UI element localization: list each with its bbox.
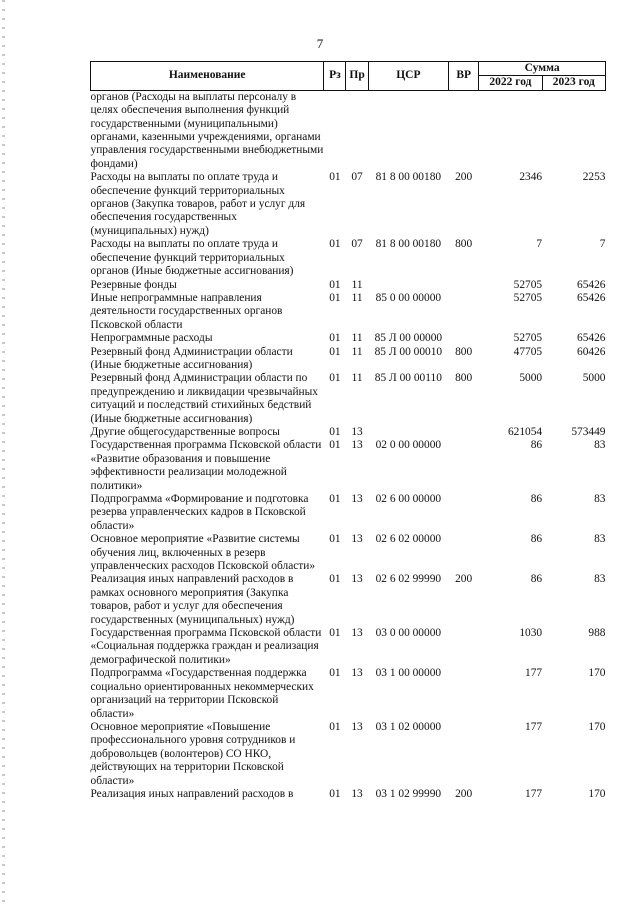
row-vr: 800 [455, 345, 473, 358]
row-amount-2023: 83 [594, 439, 606, 452]
row-amount-2023: 170 [588, 720, 606, 733]
row-amount-2023: 83 [594, 493, 606, 505]
row-name: Подпрограмма «Государственная поддержка социально ориентированных некоммерческих организаций на территории Псковской области» [90, 667, 314, 720]
table-row [91, 90, 606, 171]
header-csr: ЦСР [368, 62, 448, 91]
row-amount-2022: 7 [536, 238, 543, 251]
row-amount-2023: 65426 [577, 278, 606, 291]
row-csr: 85 0 00 00000 [375, 291, 442, 304]
row-amount-2022: 621054 [507, 425, 543, 438]
row-amount-2023: 170 [588, 667, 606, 680]
row-pr: 13 [351, 573, 363, 586]
row-name: Расходы на выплаты по оплате труда и обеспечение функций территориальных органов (Закупка товаров, работ и услуг для обеспечения государственных (муниципальных) нужд) [90, 171, 306, 237]
row-csr: 81 8 00 00180 [375, 171, 442, 184]
row-vr [449, 667, 479, 721]
row-rz: 01 [329, 533, 341, 546]
table-row [91, 788, 606, 801]
row-amount-2023: 988 [588, 627, 606, 640]
header-sum: Сумма [479, 62, 606, 76]
row-rz: 01 [329, 345, 341, 358]
row-vr [449, 627, 479, 667]
row-pr: 13 [351, 667, 363, 680]
row-amount-2023: 83 [594, 533, 606, 546]
row-amount-2023: 65426 [577, 291, 606, 304]
row-rz: 01 [329, 291, 341, 304]
row-name: Иные непрограммные направления деятельности государственных органов Псковской области [90, 291, 283, 331]
row-rz: 01 [329, 787, 341, 800]
row-name: Резервный фонд Администрации области по предупреждению и ликвидации чрезвычайных ситуаций и последствий стихийных бедствий (Иные бюджетные ассигнования) [90, 372, 318, 425]
row-pr: 13 [351, 425, 363, 438]
row-vr [449, 292, 479, 332]
row-amount-2022: 52705 [513, 278, 543, 291]
row-amount-2023: 5000 [582, 372, 606, 385]
table-row [91, 721, 606, 788]
table-row [91, 627, 606, 667]
row-name: Государственная программа Псковской области «Развитие образования и повышение эффективности реализации молодежной политики» [90, 439, 322, 492]
header-year-2022: 2022 год [479, 76, 542, 90]
table-header [91, 62, 606, 91]
row-vr [449, 439, 479, 493]
row-pr: 11 [351, 291, 363, 304]
row-amount-2022: 177 [525, 787, 543, 800]
row-rz: 01 [329, 372, 341, 385]
row-pr: 13 [351, 493, 363, 505]
row-amount-2022: 1030 [519, 627, 543, 640]
table-row [91, 533, 606, 573]
row-pr: 11 [351, 278, 363, 291]
row-vr: 200 [455, 573, 473, 586]
row-name: Подпрограмма «Формирование и подготовка резерва управленческих кадров в Псковской области» [90, 493, 309, 532]
header-pr: Пр [346, 62, 368, 91]
row-rz: 01 [329, 439, 341, 452]
row-pr: 11 [351, 345, 363, 358]
header-vr: ВР [449, 62, 479, 91]
row-rz: 01 [329, 627, 341, 640]
row-pr: 13 [351, 533, 363, 546]
row-amount-2022: 177 [525, 720, 543, 733]
row-csr: 03 1 02 00000 [375, 720, 442, 733]
table-row [91, 238, 606, 278]
row-amount-2022: 2346 [519, 171, 543, 184]
row-amount-2022: 86 [530, 439, 543, 452]
header-rz: Рз [324, 62, 346, 91]
row-vr [449, 279, 479, 292]
row-vr [449, 533, 479, 573]
page-number: 7 [316, 36, 324, 51]
row-csr [368, 426, 448, 439]
row-name: Реализация иных направлений расходов в рамках основного мероприятия (Закупка товаров, работ и услуг для обеспечения государственных (муниципальных) нужд) [90, 573, 295, 626]
table-row [91, 346, 606, 373]
row-name: Основное мероприятие «Повышение профессионального уровня сотрудников и добровольцев (волонтеров) СО НКО, действующих на территории Псковской области» [90, 720, 296, 787]
row-amount-2023: 60426 [577, 345, 606, 358]
budget-table [90, 61, 606, 801]
row-csr: 02 6 02 00000 [375, 533, 442, 546]
row-amount-2023: 83 [594, 573, 606, 586]
row-amount-2022: 47705 [513, 345, 543, 358]
row-vr: 200 [455, 787, 473, 800]
row-amount-2022: 177 [525, 667, 543, 680]
row-name: органов (Расходы на выплаты персоналу в целях обеспечения выполнения функций государственными (муниципальными) органами, казенными учреждениями, органами управления государственными внебюджетными фондами) [90, 90, 324, 170]
row-rz: 01 [329, 171, 341, 184]
table-row [91, 573, 606, 627]
row-pr: 11 [351, 332, 363, 345]
table-body [91, 90, 606, 801]
row-rz [324, 90, 346, 171]
row-csr [368, 90, 448, 171]
row-csr: 03 1 02 99990 [375, 787, 442, 800]
row-pr: 13 [351, 627, 363, 640]
row-pr: 13 [351, 720, 363, 733]
row-vr [449, 332, 479, 345]
row-pr: 11 [351, 372, 363, 385]
header-name: Наименование [91, 62, 324, 91]
table-row [91, 171, 606, 238]
row-name: Другие общегосударственные вопросы [90, 425, 280, 438]
row-amount-2023: 573449 [571, 425, 606, 438]
row-name: Резервный фонд Администрации области (Иные бюджетные ассигнования) [90, 345, 293, 371]
row-vr: 200 [455, 171, 473, 184]
row-amount-2023: 7 [599, 238, 606, 251]
row-amount-2022: 86 [530, 573, 543, 586]
table-row [91, 493, 606, 533]
row-name: Основное мероприятие «Развитие системы обучения лиц, включенных в резерв управленческих расходов Псковской области» [90, 533, 316, 573]
row-rz: 01 [329, 238, 341, 251]
row-name: Расходы на выплаты по оплате труда и обеспечение функций территориальных органов (Иные бюджетные ассигнования) [90, 238, 294, 278]
row-name: Резервные фонды [90, 278, 177, 291]
row-amount-2022: 52705 [513, 291, 543, 304]
row-amount-2023 [542, 90, 605, 171]
row-vr [449, 493, 479, 533]
row-csr: 03 0 00 00000 [375, 627, 442, 640]
row-vr [449, 721, 479, 788]
row-pr [346, 90, 368, 171]
row-vr: 800 [455, 238, 473, 251]
row-csr: 85 Л 00 00000 [374, 332, 443, 345]
row-amount-2022: 86 [530, 533, 543, 546]
row-vr [449, 90, 479, 171]
row-amount-2023: 65426 [577, 332, 606, 345]
row-rz: 01 [329, 667, 341, 680]
row-rz: 01 [329, 425, 341, 438]
row-vr [449, 426, 479, 439]
row-csr: 85 Л 00 00110 [374, 372, 442, 385]
row-amount-2022 [479, 90, 542, 171]
row-csr: 02 6 02 99990 [375, 573, 442, 586]
row-pr: 07 [351, 238, 363, 251]
row-pr: 13 [351, 787, 363, 800]
row-amount-2023: 170 [588, 787, 606, 800]
row-rz: 01 [329, 493, 341, 505]
row-csr: 81 8 00 00180 [375, 238, 442, 251]
header-year-2023: 2023 год [542, 76, 605, 90]
scan-edge-mark [2, 0, 5, 905]
row-rz: 01 [329, 573, 341, 586]
row-amount-2022: 5000 [519, 372, 543, 385]
table-row [91, 667, 606, 721]
row-pr: 13 [351, 439, 363, 452]
table-row [91, 426, 606, 439]
row-csr: 85 Л 00 00010 [374, 345, 443, 358]
row-amount-2023: 2253 [582, 171, 606, 184]
row-name: Реализация иных направлений расходов в [90, 787, 294, 800]
row-csr [368, 279, 448, 292]
table-row [91, 279, 606, 292]
row-csr: 02 6 00 00000 [375, 493, 442, 505]
row-rz: 01 [329, 720, 341, 733]
row-pr: 07 [351, 171, 363, 184]
row-csr: 02 0 00 00000 [375, 439, 442, 452]
table-row [91, 439, 606, 493]
row-rz: 01 [329, 278, 341, 291]
table-row [91, 332, 606, 345]
row-amount-2022: 86 [530, 493, 543, 505]
row-csr: 03 1 00 00000 [375, 667, 442, 680]
row-name: Непрограммные расходы [90, 332, 213, 345]
table-row [91, 372, 606, 426]
table-row [91, 292, 606, 332]
row-name: Государственная программа Псковской области «Социальная поддержка граждан и реализация демографической политики» [90, 627, 322, 666]
row-amount-2022: 52705 [513, 332, 543, 345]
row-rz: 01 [329, 332, 341, 345]
row-vr: 800 [455, 372, 473, 385]
